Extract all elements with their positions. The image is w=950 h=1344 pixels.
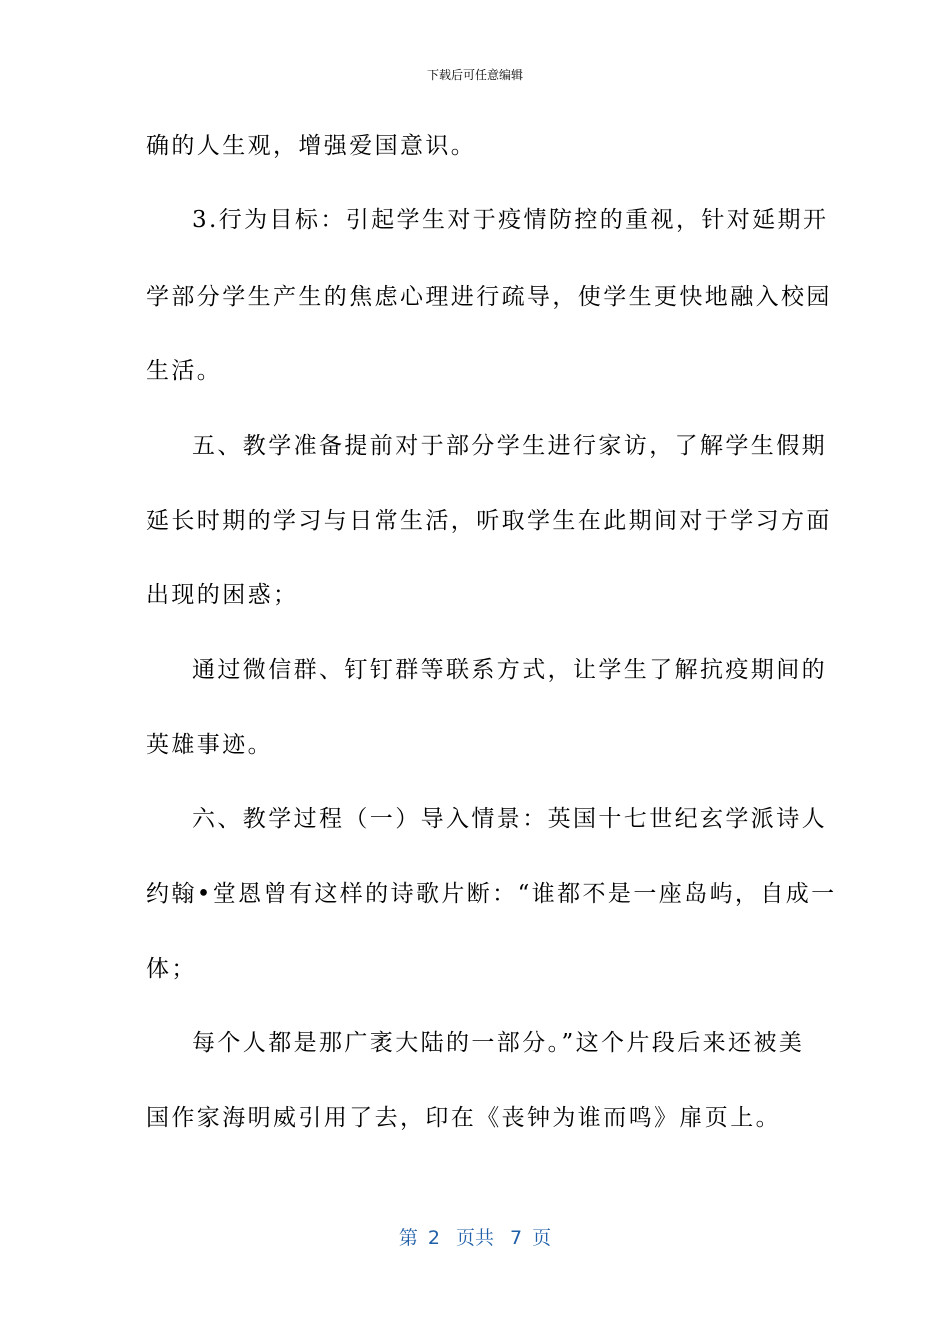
body-line: 六、教学过程（一）导入情景：英国十七世纪玄学派诗人: [192, 806, 827, 832]
body-line: 出现的困惑；: [146, 582, 299, 608]
footer-current-page: 2: [427, 1227, 440, 1249]
body-line: 英雄事迹。: [146, 732, 273, 758]
body-line: 生活。: [146, 358, 223, 384]
body-line: 约翰•堂恩曾有这样的诗歌片断：“谁都不是一座岛屿，自成一: [146, 881, 837, 907]
page-footer: [0, 1226, 950, 1250]
footer-middle: 页共: [455, 1227, 494, 1249]
body-line: 体；: [146, 956, 197, 982]
header-note: 下载后可任意编辑: [426, 68, 523, 82]
body-line: 通过微信群、钉钉群等联系方式，让学生了解抗疫期间的: [192, 657, 827, 683]
body-line: 延长时期的学习与日常生活，听取学生在此期间对于学习方面: [146, 508, 832, 534]
body-line: 确的人生观，增强爱国意识。: [146, 133, 477, 159]
body-line: 国作家海明威引用了去，印在《丧钟为谁而鸣》扉页上。: [146, 1105, 781, 1131]
footer-suffix: 页: [532, 1227, 552, 1249]
footer-total-pages: 7: [510, 1227, 523, 1249]
body-line: 五、教学准备提前对于部分学生进行家访，了解学生假期: [192, 433, 827, 459]
footer-prefix: 第: [398, 1227, 418, 1249]
body-line: 每个人都是那广袤大陆的一部分。”这个片段后来还被美: [192, 1030, 805, 1056]
body-line: 学部分学生产生的焦虑心理进行疏导，使学生更快地融入校园: [146, 284, 832, 310]
body-line: 3.行为目标：引起学生对于疫情防控的重视，针对延期开: [192, 207, 829, 233]
